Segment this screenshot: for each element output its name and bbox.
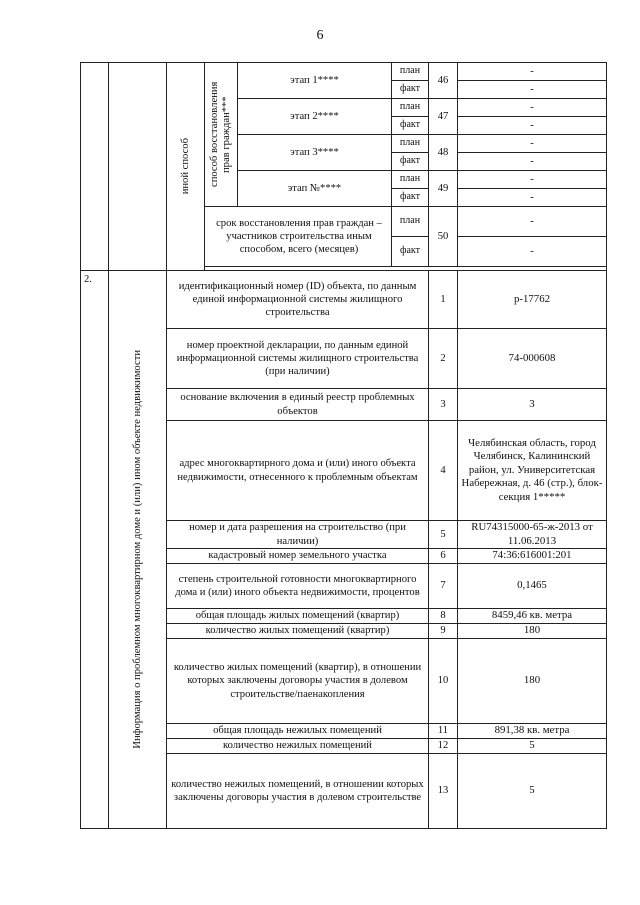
restoration-method-label: способ восстановления прав граждан*** — [208, 81, 232, 188]
section1-spacer-cell — [109, 63, 167, 271]
stage-2-fact-label: факт — [392, 117, 429, 135]
stage-1-fact-value: - — [458, 81, 607, 99]
row-2-label: номер проектной декларации, по данным единой информационной системы жилищного строительства (при наличии) — [167, 329, 429, 389]
stage-3-label: этап 3**** — [238, 135, 392, 171]
row-6-number: 6 — [429, 549, 458, 564]
section2-vertical-cell — [109, 271, 167, 829]
row-5-value: RU74315000-65-ж-2013 от 11.06.2013 — [458, 521, 607, 549]
stage-3-plan-label: план — [392, 135, 429, 153]
row-10-value: 180 — [458, 639, 607, 724]
row-3-label: основание включения в единый реестр проблемных объектов — [167, 389, 429, 421]
row-10-number: 10 — [429, 639, 458, 724]
term-plan-value: - — [458, 207, 607, 237]
stage-n-number: 49 — [429, 171, 458, 207]
row-11-label: общая площадь нежилых помещений — [167, 724, 429, 739]
stage-3-fact-value: - — [458, 153, 607, 171]
row-13-value: 5 — [458, 754, 607, 829]
stage-1-plan-label: план — [392, 63, 429, 81]
row-12-label: количество нежилых помещений — [167, 739, 429, 754]
section2-index: 2. — [81, 271, 109, 829]
row-3-number: 3 — [429, 389, 458, 421]
stage-2-label: этап 2**** — [238, 99, 392, 135]
row-11-number: 11 — [429, 724, 458, 739]
other-method-cell — [167, 63, 205, 271]
row-12-number: 12 — [429, 739, 458, 754]
page-number: 6 — [316, 28, 324, 43]
row-7-number: 7 — [429, 564, 458, 609]
row-9-label: количество жилых помещений (квартир) — [167, 624, 429, 639]
row-1-value: р-17762 — [458, 271, 607, 329]
term-fact-label: факт — [392, 237, 429, 267]
row-4-number: 4 — [429, 421, 458, 521]
row-13-label: количество нежилых помещений, в отношении которых заключены договоры участия в долевом строительстве — [167, 754, 429, 829]
problem-object-table — [80, 62, 607, 829]
row-1-label: идентификационный номер (ID) объекта, по данным единой информационной системы жилищного строительства — [167, 271, 429, 329]
row-3-value: 3 — [458, 389, 607, 421]
row-1-number: 1 — [429, 271, 458, 329]
term-fact-value: - — [458, 237, 607, 267]
stage-1-label: этап 1**** — [238, 63, 392, 99]
row-8-number: 8 — [429, 609, 458, 624]
stage-2-fact-value: - — [458, 117, 607, 135]
term-number: 50 — [429, 207, 458, 267]
row-5-label: номер и дата разрешения на строительство (при наличии) — [167, 521, 429, 549]
stage-n-plan-label: план — [392, 171, 429, 189]
stage-n-fact-value: - — [458, 189, 607, 207]
row-8-label: общая площадь жилых помещений (квартир) — [167, 609, 429, 624]
stage-1-fact-label: факт — [392, 81, 429, 99]
row-10-label: количество жилых помещений (квартир), в отношении которых заключены договоры участия в долевом строительстве/паенакопления — [167, 639, 429, 724]
stage-1-plan-value: - — [458, 63, 607, 81]
row-6-value: 74:36:616001:201 — [458, 549, 607, 564]
stage-3-number: 48 — [429, 135, 458, 171]
stage-n-plan-value: - — [458, 171, 607, 189]
stage-3-plan-value: - — [458, 135, 607, 153]
restoration-method-cell — [205, 63, 238, 207]
row-7-label: степень строительной готовности многоквартирного дома и (или) иного объекта недвижимости, процентов — [167, 564, 429, 609]
stage-n-label: этап №**** — [238, 171, 392, 207]
row-2-number: 2 — [429, 329, 458, 389]
row-13-number: 13 — [429, 754, 458, 829]
row-12-value: 5 — [458, 739, 607, 754]
stage-n-fact-label: факт — [392, 189, 429, 207]
row-4-value: Челябинская область, город Челябинск, Калининский район, ул. Университетская Набережная, д. 46 (стр.), блок-секция 1***** — [458, 421, 607, 521]
restoration-term-label: срок восстановления прав граждан – участников строительства иным способом, всего (месяцев) — [205, 207, 392, 267]
row-4-label: адрес многоквартирного дома и (или) иного объекта недвижимости, отнесенного к проблемным объектам — [167, 421, 429, 521]
row-9-value: 180 — [458, 624, 607, 639]
row-5-number: 5 — [429, 521, 458, 549]
stage-2-plan-value: - — [458, 99, 607, 117]
stage-3-fact-label: факт — [392, 153, 429, 171]
term-plan-label: план — [392, 207, 429, 237]
row-2-value: 74-000608 — [458, 329, 607, 389]
stage-2-plan-label: план — [392, 99, 429, 117]
row-6-label: кадастровый номер земельного участка — [167, 549, 429, 564]
row-7-value: 0,1465 — [458, 564, 607, 609]
stage-1-number: 46 — [429, 63, 458, 99]
other-method-label: иной способ — [179, 138, 191, 195]
section1-index-cell — [81, 63, 109, 271]
row-11-value: 891,38 кв. метра — [458, 724, 607, 739]
stage-2-number: 47 — [429, 99, 458, 135]
row-8-value: 8459,46 кв. метра — [458, 609, 607, 624]
row-9-number: 9 — [429, 624, 458, 639]
section2-vertical-label: Информация о проблемном многоквартирном доме и (или) ином объекте недвижимости — [131, 350, 143, 749]
